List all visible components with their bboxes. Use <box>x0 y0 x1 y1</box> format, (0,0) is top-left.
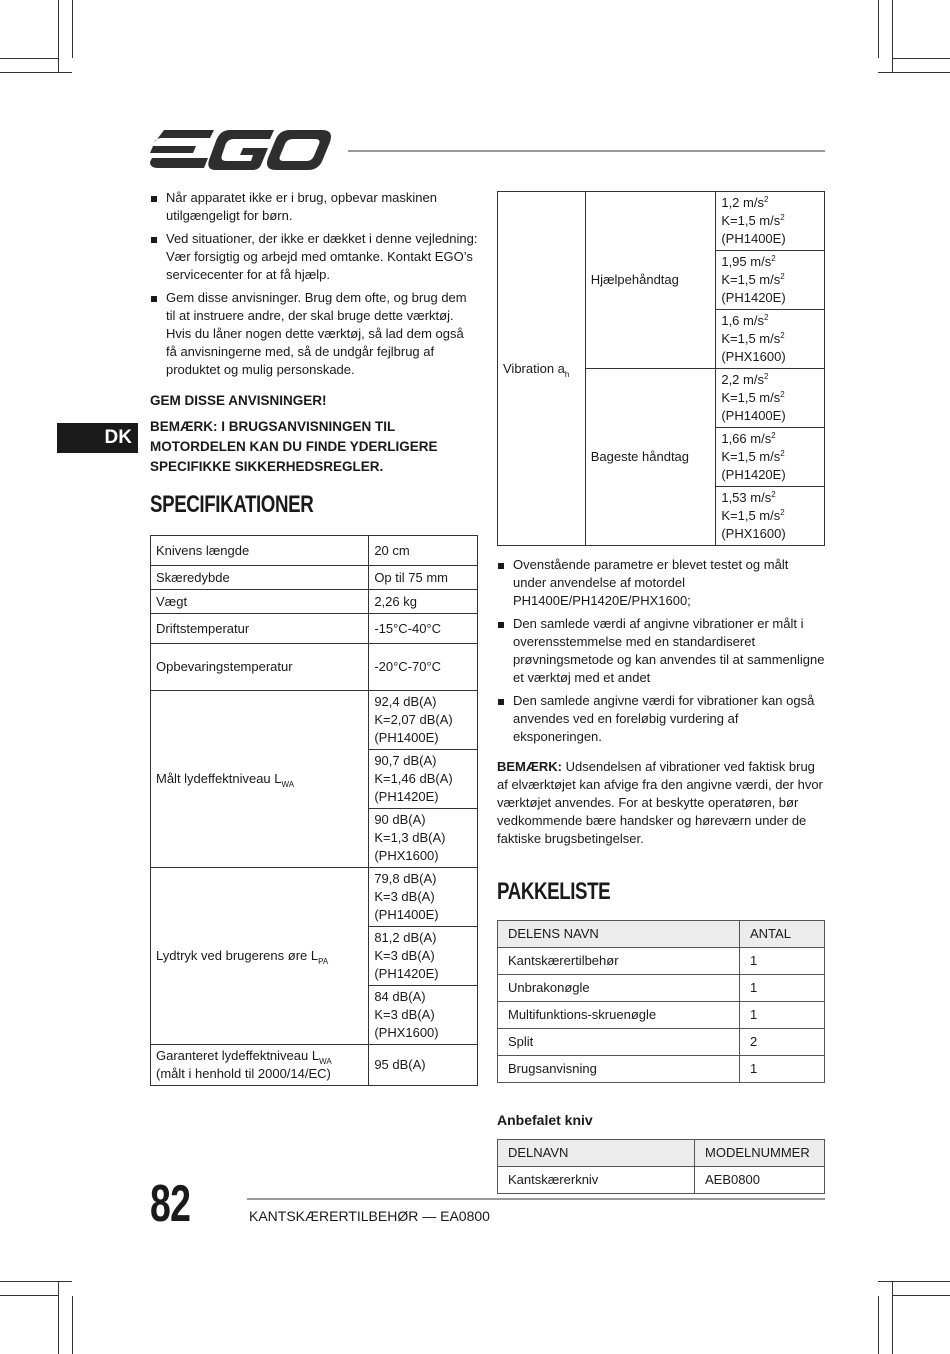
spec-value: 79,8 dB(A) K=3 dB(A) (PH1400E) <box>369 868 478 927</box>
table-row <box>151 590 478 614</box>
packing-title: PAKKELISTE <box>497 878 611 905</box>
sound-power-label: Målt lydeffektniveau $L_{WA}$ <box>151 691 369 868</box>
spec-value: 2,26 kg <box>369 590 478 614</box>
spec-value: 90,7 dB(A) K=1,46 dB(A) (PH1420E) <box>369 750 478 809</box>
recommended-table <box>497 1139 825 1194</box>
spec-value: Op til 75 mm <box>369 566 478 590</box>
packing-table <box>497 920 825 1083</box>
list-item: Gem disse anvisninger. Brug dem ofte, og brug dem til at instruere andre, der skal bruge dette værktøj. Hvis du låner nogen dette værktøj, så lad dem også få anvisningerne med, så de undgår fejlbrug af produktet og mulig personskade. <box>150 289 478 379</box>
vibration-value: 1,95 $m/s^2$ K=1,5 $m/s^2$ (PH1420E) <box>716 251 825 310</box>
ego-logo <box>150 128 332 172</box>
vibration-label: Vibration $a_h$ <box>498 192 586 546</box>
language-tab: DK <box>57 423 138 453</box>
part-name: Split <box>498 1029 740 1056</box>
vibration-value: 1,2 $m/s^2$ K=1,5 $m/s^2$ (PH1400E) <box>716 192 825 251</box>
spec-value: 81,2 dB(A) K=3 dB(A) (PH1420E) <box>369 927 478 986</box>
vibration-table <box>497 191 825 546</box>
spec-label: Opbevaringstemperatur <box>151 644 369 691</box>
vibration-bullet-list <box>497 556 825 746</box>
vibration-value: 1,6 $m/s^2$ K=1,5 $m/s^2$ (PHX1600) <box>716 310 825 369</box>
page-number: 82 <box>150 1175 191 1233</box>
list-item: Den samlede værdi af angivne vibrationer er målt i overensstemmelse med en standardiseret prøvningsmetode og kan anvendes til at sammenligne et værktøj med et andet <box>497 615 825 687</box>
list-item: Når apparatet ikke er i brug, opbevar maskinen utilgængeligt for børn. <box>150 189 478 225</box>
spec-value: 84 dB(A) K=3 dB(A) (PHX1600) <box>369 986 478 1045</box>
table-row <box>498 948 825 975</box>
motor-note: BEMÆRK: I BRUGSANVISNINGEN TIL MOTORDELEN KAN DU FINDE YDERLIGERE SPECIFIKKE SIKKERHEDSREGLER. <box>150 419 438 474</box>
list-item: Ved situationer, der ikke er dækket i denne vejledning: Vær forsigtig og arbejd med omtanke. Kontakt EGO’s servicecenter for at få hjælp. <box>150 230 478 284</box>
part-name: Kantskærerkniv <box>498 1167 695 1194</box>
vibration-note: BEMÆRK: Udsendelsen af vibrationer ved faktisk brug af elværktøjet kan afvige fra den angivne værdi, der hvor værktøjet anvendes. For at beskytte operatøren, bør vedkommende bære handsker og høreværn under de faktiske brugsbetingelser. <box>497 759 823 846</box>
handle-name: Hjælpehåndtag <box>585 192 716 369</box>
list-item: Den samlede angivne værdi for vibrationer kan også anvendes ved en foreløbig vurdering af eksponeringen. <box>497 692 825 746</box>
footer-rule <box>247 1198 825 1200</box>
list-item: Ovenstående parametre er blevet testet og målt under anvendelse af motordel PH1400E/PH1420E/PHX1600; <box>497 556 825 610</box>
part-name: Brugsanvisning <box>498 1056 740 1083</box>
part-name: Unbrakonøgle <box>498 975 740 1002</box>
sound-pressure-label: Lydtryk ved brugerens øre $L_{PA}$ <box>151 868 369 1045</box>
table-row <box>498 192 825 251</box>
table-row <box>498 1167 825 1194</box>
table-header-row <box>498 1140 825 1167</box>
part-count: 1 <box>740 948 825 975</box>
part-count: 1 <box>740 1002 825 1029</box>
vibration-value: 1,66 $m/s^2$ K=1,5 $m/s^2$ (PH1420E) <box>716 428 825 487</box>
spec-label: Knivens længde <box>151 536 369 566</box>
table-row <box>151 868 478 927</box>
spec-value: 95 dB(A) <box>369 1045 478 1086</box>
column-header: DELNAVN <box>498 1140 695 1167</box>
part-count: 2 <box>740 1029 825 1056</box>
safety-bullet-list <box>150 189 478 379</box>
spec-label: Skæredybde <box>151 566 369 590</box>
model-number: AEB0800 <box>695 1167 825 1194</box>
spec-value: -20°C-70°C <box>369 644 478 691</box>
handle-name: Bageste håndtag <box>585 369 716 546</box>
spec-value: -15°C-40°C <box>369 614 478 644</box>
spec-value: 20 cm <box>369 536 478 566</box>
right-column <box>497 191 825 1194</box>
save-heading: GEM DISSE ANVISNINGER! <box>150 393 327 408</box>
specs-title: SPECIFIKATIONER <box>150 491 314 518</box>
spec-label: Driftstemperatur <box>151 614 369 644</box>
column-header: DELENS NAVN <box>498 921 740 948</box>
vibration-value: 2,2 $m/s^2$ K=1,5 $m/s^2$ (PH1400E) <box>716 369 825 428</box>
table-row <box>498 1056 825 1083</box>
recommended-title: Anbefalet kniv <box>497 1112 593 1128</box>
table-row <box>151 644 478 691</box>
table-row <box>498 1002 825 1029</box>
left-column <box>150 189 478 1086</box>
part-name: Kantskærertilbehør <box>498 948 740 975</box>
table-row <box>151 691 478 750</box>
table-row <box>151 1045 478 1086</box>
part-name: Multifunktions-skruenøgle <box>498 1002 740 1029</box>
table-row <box>151 566 478 590</box>
part-count: 1 <box>740 1056 825 1083</box>
spec-value: 92,4 dB(A) K=2,07 dB(A) (PH1400E) <box>369 691 478 750</box>
table-row <box>151 536 478 566</box>
column-header: MODELNUMMER <box>695 1140 825 1167</box>
table-row <box>498 975 825 1002</box>
spec-label: Vægt <box>151 590 369 614</box>
column-header: ANTAL <box>740 921 825 948</box>
guaranteed-label: Garanteret lydeffektniveau $L_{WA}$ (målt i henhold til 2000/14/EC) <box>151 1045 369 1086</box>
specs-table <box>150 535 478 1086</box>
footer-title: KANTSKÆRERTILBEHØR — EA0800 <box>249 1208 490 1224</box>
table-row <box>151 614 478 644</box>
part-count: 1 <box>740 975 825 1002</box>
vibration-value: 1,53 $m/s^2$ K=1,5 $m/s^2$ (PHX1600) <box>716 487 825 546</box>
table-row <box>498 1029 825 1056</box>
spec-value: 90 dB(A) K=1,3 dB(A) (PHX1600) <box>369 809 478 868</box>
table-header-row <box>498 921 825 948</box>
header-rule <box>348 150 825 152</box>
